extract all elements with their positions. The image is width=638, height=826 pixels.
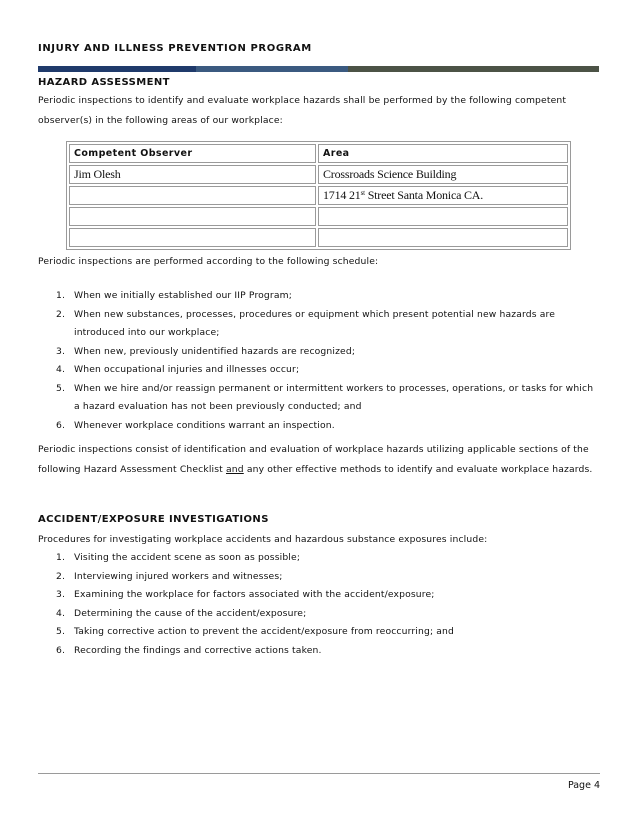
list-item-number: 5.	[56, 626, 66, 637]
area-cell	[318, 207, 568, 226]
list-item-text: Determining the cause of the accident/exposure;	[74, 607, 307, 619]
list-item-text: Examining the workplace for factors associated with the accident/exposure;	[74, 589, 435, 600]
observer-cell	[69, 186, 316, 205]
area-cell: Crossroads Science Building	[318, 165, 568, 184]
list-item-text: When occupational injuries and illnesses occur;	[74, 364, 300, 375]
divider-segment-slate	[196, 66, 348, 72]
list-item-number: 4.	[56, 364, 66, 375]
hazard-intro-paragraph	[38, 91, 600, 131]
header-divider	[38, 66, 599, 72]
list-item-number: 3.	[56, 589, 66, 600]
list-item-number: 1.	[56, 290, 66, 301]
area-address-street: Street Santa Monica CA.	[364, 188, 484, 202]
table-row	[69, 186, 568, 205]
list-item	[38, 586, 600, 605]
hazard-intro-text: Periodic inspections to identify and evaluate workplace hazards shall be performed by the following competent observer(s) in the following areas of our workplace:	[38, 95, 567, 126]
list-item-number: 2.	[56, 570, 66, 582]
footer-divider	[38, 773, 600, 774]
list-item	[38, 380, 600, 417]
list-item-text: Taking corrective action to prevent the accident/exposure from reoccurring; and	[74, 626, 454, 637]
accident-intro-paragraph	[38, 530, 600, 550]
schedule-intro-paragraph	[38, 252, 600, 272]
list-item	[38, 306, 600, 343]
list-item	[38, 343, 600, 362]
competent-observer-table	[66, 141, 571, 250]
list-item-text: When new, previously unidentified hazards are recognized;	[74, 345, 356, 357]
investigation-steps-list	[38, 549, 600, 660]
closing-text-underlined: and	[226, 464, 244, 475]
schedule-intro-text: Periodic inspections are performed according to the following schedule:	[38, 256, 379, 267]
observer-cell	[69, 207, 316, 226]
list-item	[38, 642, 600, 661]
inspection-closing-paragraph	[38, 440, 600, 480]
inspection-closing-text	[38, 440, 600, 480]
area-cell	[318, 228, 568, 247]
list-item	[38, 287, 600, 306]
area-address-ordinal: st	[360, 189, 365, 197]
observer-cell: Jim Olesh	[69, 165, 316, 184]
list-item-text: Whenever workplace conditions warrant an inspection.	[74, 419, 335, 431]
list-item	[38, 568, 600, 587]
list-item-number: 2.	[56, 308, 66, 320]
column-header-observer: Competent Observer	[69, 144, 316, 163]
list-item-number: 6.	[56, 644, 66, 656]
list-item-text: Recording the findings and corrective actions taken.	[74, 644, 322, 656]
list-item	[38, 605, 600, 624]
list-item-number: 3.	[56, 345, 66, 357]
page-number: Page 4	[567, 780, 600, 791]
list-item	[38, 361, 600, 380]
accident-investigations-heading: ACCIDENT/EXPOSURE INVESTIGATIONS	[38, 514, 269, 525]
inspection-schedule-list	[38, 287, 600, 435]
page-title: INJURY AND ILLNESS PREVENTION PROGRAM	[38, 43, 312, 54]
list-item-text: When new substances, processes, procedures or equipment which present potential new hazards are introduced into our workplace;	[74, 308, 556, 338]
list-item-number: 4.	[56, 607, 66, 619]
list-item	[38, 417, 600, 436]
list-item-text: Interviewing injured workers and witnesses;	[74, 570, 283, 582]
list-item	[38, 623, 600, 642]
accident-intro-text: Procedures for investigating workplace accidents and hazardous substance exposures include:	[38, 534, 488, 545]
list-item-text: When we hire and/or reassign permanent or intermittent workers to processes, operations, or tasks for which a hazard evaluation has not been previously conducted; and	[74, 382, 594, 412]
list-item-number: 5.	[56, 382, 66, 394]
table-row	[69, 207, 568, 226]
list-item-number: 6.	[56, 419, 66, 431]
closing-text-end: any other effective methods to identify and evaluate workplace hazards.	[243, 464, 593, 475]
divider-segment-navy	[38, 66, 196, 72]
column-header-area: Area	[318, 144, 568, 163]
list-item-text: Visiting the accident scene as soon as possible;	[74, 552, 301, 563]
table-row	[69, 228, 568, 247]
table-header-row	[69, 144, 568, 163]
list-item-text: When we initially established our IIP Program;	[74, 290, 292, 301]
table-row	[69, 165, 568, 184]
divider-segment-olive	[348, 66, 599, 72]
list-item-number: 1.	[56, 552, 66, 563]
closing-text-start: Periodic inspections consist of identification and evaluation of workplace hazards utilizing applicable sections of the following Hazard Assessment Checklist	[38, 444, 589, 475]
area-address-number: 1714 21	[323, 188, 361, 202]
area-cell	[318, 186, 568, 205]
list-item	[38, 549, 600, 568]
observer-cell	[69, 228, 316, 247]
hazard-assessment-heading: HAZARD ASSESSMENT	[38, 77, 170, 88]
